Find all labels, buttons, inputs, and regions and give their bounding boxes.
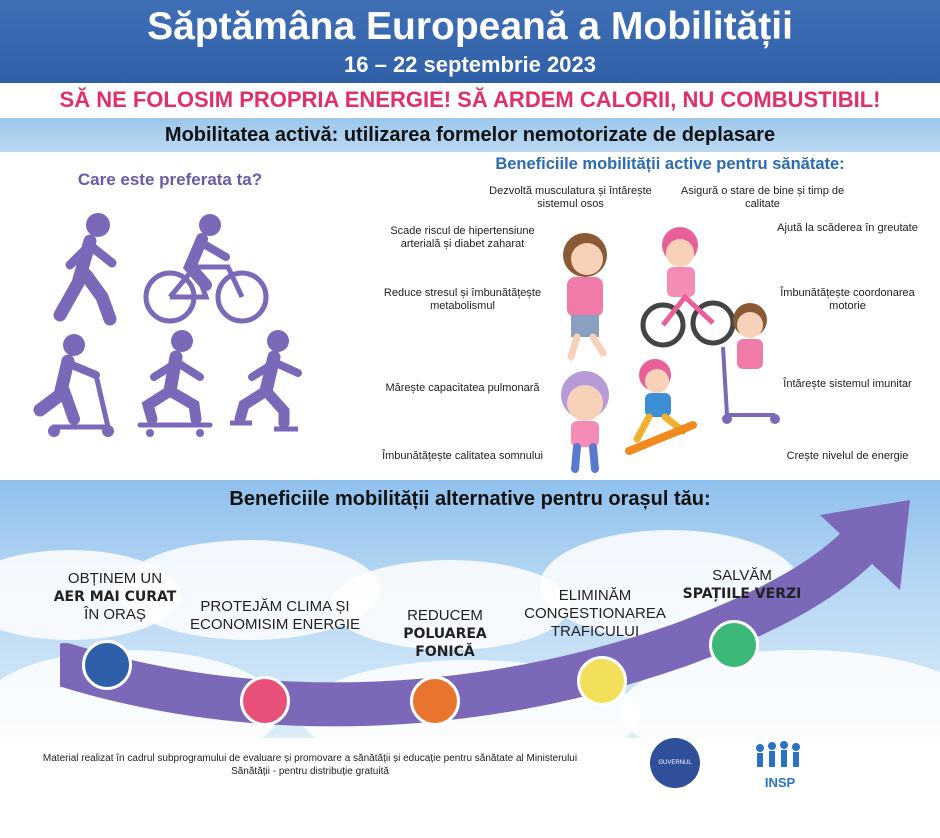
benefit-item: Reduce stresul și îmbunătățește metabolismul	[383, 287, 542, 312]
benefit-dot	[410, 676, 460, 726]
benefit-dot	[709, 620, 759, 670]
benefit-dot	[577, 656, 627, 706]
rollerblader-icon	[230, 330, 298, 429]
benefit-item: Crește nivelul de energie	[786, 450, 909, 462]
skateboarding-girl-icon	[629, 359, 693, 451]
cycling-girl-icon	[643, 227, 733, 345]
children-illustration	[545, 225, 785, 475]
footer-text: Material realizat în cadrul subprogramului de evaluare și promovare a sănătății și educație pentru sănătate al Ministerului Sănătății - pentru distribuție gratuită	[42, 753, 578, 777]
helmet-kid-icon	[561, 371, 609, 469]
city-benefit-green: SALVĂM SPAȚIILE VERZI	[682, 567, 802, 602]
benefit-item: Asigură o stare de bine și timp de calitate	[680, 185, 845, 210]
city-benefit-climate: PROTEJĂM CLIMA ȘI ECONOMISIM ENERGIE	[189, 598, 361, 633]
benefit-item: Îmbunătățește coordonarea motorie	[780, 287, 915, 312]
subtitle: Mobilitatea activă: utilizarea formelor nemotorizate de deplasare	[164, 124, 776, 146]
benefit-item: Întărește sistemul imunitar	[783, 378, 912, 390]
benefit-item: Scade riscul de hipertensiune arterială și diabet zaharat	[390, 225, 535, 250]
city-benefit-traffic: ELIMINĂM CONGESTIONAREA TRAFICULUI	[524, 587, 666, 640]
cyclist-icon	[146, 214, 266, 321]
mobility-figures	[30, 205, 310, 445]
health-benefits-heading: Beneficiile mobilității active pentru sănătate:	[495, 155, 845, 173]
insp-people-icon	[750, 740, 810, 770]
city-benefit-air: OBȚINEM UN AER MAI CURAT ÎN ORAȘ	[53, 570, 177, 623]
city-benefit-noise: REDUCEM POLUAREA FONICĂ	[403, 607, 487, 660]
benefit-item: Dezvoltă musculatura și întărește sistemul osos	[489, 185, 652, 210]
preference-question: Care este preferata ta?	[77, 170, 263, 189]
event-dates: 16 – 22 septembrie 2023	[344, 52, 596, 77]
insp-logo: INSP	[750, 740, 810, 786]
benefit-item: Ajută la scăderea în greutate	[777, 222, 918, 234]
city-benefits-heading: Beneficiile mobilității alternative pentru orașul tău:	[229, 488, 711, 510]
government-logo: GUVERNUL ROMÂNIEI	[650, 738, 700, 788]
benefit-dot	[240, 676, 290, 726]
slogan: SĂ NE FOLOSIM PROPRIA ENERGIE! SĂ ARDEM CALORII, NU COMBUSTIBIL!	[59, 87, 881, 112]
scooter-rider-icon	[40, 334, 114, 437]
skateboarder-icon	[140, 330, 210, 437]
benefit-item: Îmbunătățește calitatea somnului	[382, 450, 543, 462]
walking-person-icon	[60, 213, 112, 319]
benefit-item: Mărește capacitatea pulmonară	[385, 382, 540, 394]
page-title: Săptămâna Europeană a Mobilității	[147, 5, 793, 48]
benefit-dot	[82, 640, 132, 690]
walking-girl-icon	[563, 233, 607, 357]
